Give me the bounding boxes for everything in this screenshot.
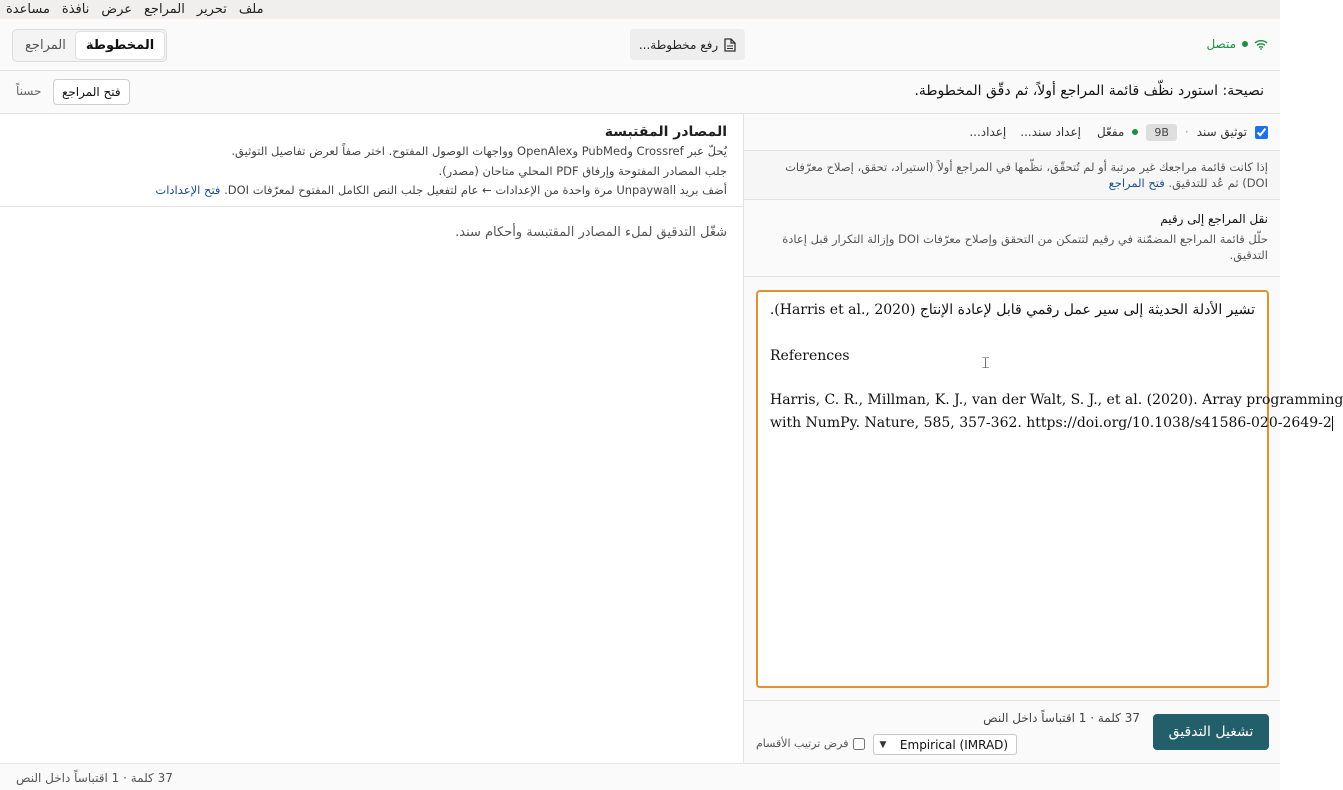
status-word-count: 37 كلمة · 1 اقتباساً داخل النص [16,771,173,785]
template-select-value: Empirical (IMRAD) [899,737,1009,752]
status-bar [0,763,1280,790]
open-references-link[interactable]: فتح المراجع [1108,176,1165,190]
menu-window[interactable]: نافذة [61,2,90,17]
editor-body-line: تشير الأدلة الحديثة إلى سير عمل رقمي قابل لإعادة الإنتاج (Harris et al., 2020). [769,302,1255,318]
transfer-references-panel[interactable] [744,200,1280,277]
connection-status [1206,37,1268,51]
menu-help[interactable]: مساعدة [6,2,50,17]
editor-reference-line: Harris, C. R., Millman, K. J., van der Walt, S. J., et al. (2020). Array programming [770,392,1343,408]
dismiss-tip-button[interactable]: حسناً [16,84,42,98]
unpaywall-text: أضف بريد Unpaywall مرة واحدة من الإعدادات ← عام لتفعيل جلب النص الكامل المفتوح لمعرّفات DOI. [224,183,727,197]
open-references-button[interactable]: فتح المراجع [53,79,130,105]
wifi-icon [1254,39,1268,50]
enabled-dot [1132,129,1138,135]
checker-controls [744,114,1280,150]
transfer-references-description: حلّل قائمة المراجع المضمّنة في رقيم لتتمكن من التحقق وإصلاح معرّفات DOI وإزالة التكرار قبل إعادة التدقيق. [782,232,1268,262]
cited-sources-description: يُحلّ عبر Crossref وPubMed وOpenAlex وواجهات الوصول المفتوح. اختر صفاً لعرض تفاصيل التوثيق. [231,144,727,158]
document-icon [724,38,736,52]
cited-sources-empty-message: شغّل التدقيق لملء المصادر المقتبسة وأحكام سند. [455,225,727,240]
view-tabs [12,29,167,62]
manuscript-editor[interactable] [756,290,1343,688]
menu-bar [0,0,1280,19]
manuscript-pane [743,114,1343,763]
tab-references[interactable]: المراجع [25,38,66,53]
editor-references-heading: References [770,348,850,364]
transfer-references-title: نقل المراجع إلى رقيم [1160,212,1268,226]
cited-sources-unpaywall-note [155,183,727,197]
upload-manuscript-button[interactable] [630,29,745,60]
menu-references[interactable]: المراجع [144,2,185,17]
enforce-order-checkbox[interactable] [853,738,865,750]
status-dot [1242,41,1248,47]
references-info-note [744,150,1280,200]
references-info-text: إذا كانت قائمة مراجعك غير مرتبة أو لم تُتحقّق، نظّمها في المراجع أولاً (استيراد، تحقق، إصلاح معرّفات DOI) ثم عُد للتدقيق. [785,160,1268,190]
cited-sources-title: المصادر المقتبسة [604,124,727,140]
tip-text: نصيحة: استورد نظّف قائمة المراجع أولاً، ثم دقّق المخطوطة. [914,83,1264,99]
cited-sources-availability: جلب المصادر المفتوحة وإرفاق PDF المحلي متاحان (مصدر). [438,164,727,178]
menu-view[interactable]: عرض [101,2,133,17]
text-caret [1332,416,1333,431]
menu-edit[interactable]: تحرير [196,2,227,17]
word-count: 37 كلمة · 1 اقتباساً داخل النص [983,711,1140,725]
sanad-setup-button[interactable]: إعداد سند... [1020,125,1081,139]
tip-banner [0,71,1280,114]
enabled-label: مفعّل [1096,125,1125,139]
app-header [0,19,1280,71]
run-check-button[interactable]: تشغيل التدقيق [1153,714,1269,750]
cited-sources-header [0,114,743,207]
sanad-checkbox-label: توثيق سند [1196,125,1247,139]
setup-button[interactable]: إعداد... [969,125,1007,139]
run-controls [744,700,1280,763]
upload-manuscript-label: رفع مخطوطة... [638,37,719,52]
enforce-order-label: فرض ترتيب الأقسام [756,737,849,750]
cited-sources-pane [0,114,743,763]
connection-label: متصل [1206,37,1236,51]
tab-manuscript[interactable]: المخطوطة [76,32,164,59]
sanad-checkbox[interactable] [1255,126,1268,139]
ibeam-cursor-icon: 𝙸 [980,353,992,372]
model-badge: 9B [1146,124,1177,141]
chevron-down-icon: ▼ [879,739,887,750]
enforce-section-order [756,737,865,750]
editor-reference-line-text: with NumPy. Nature, 585, 357-362. https://doi.org/10.1038/s41586-020-2649-2 [770,415,1332,431]
editor-reference-line-2 [770,415,1333,431]
menu-file[interactable]: ملف [238,2,264,17]
open-settings-link[interactable]: فتح الإعدادات [155,183,221,197]
separator-dot: · [1184,125,1189,139]
template-select[interactable] [873,734,1017,755]
